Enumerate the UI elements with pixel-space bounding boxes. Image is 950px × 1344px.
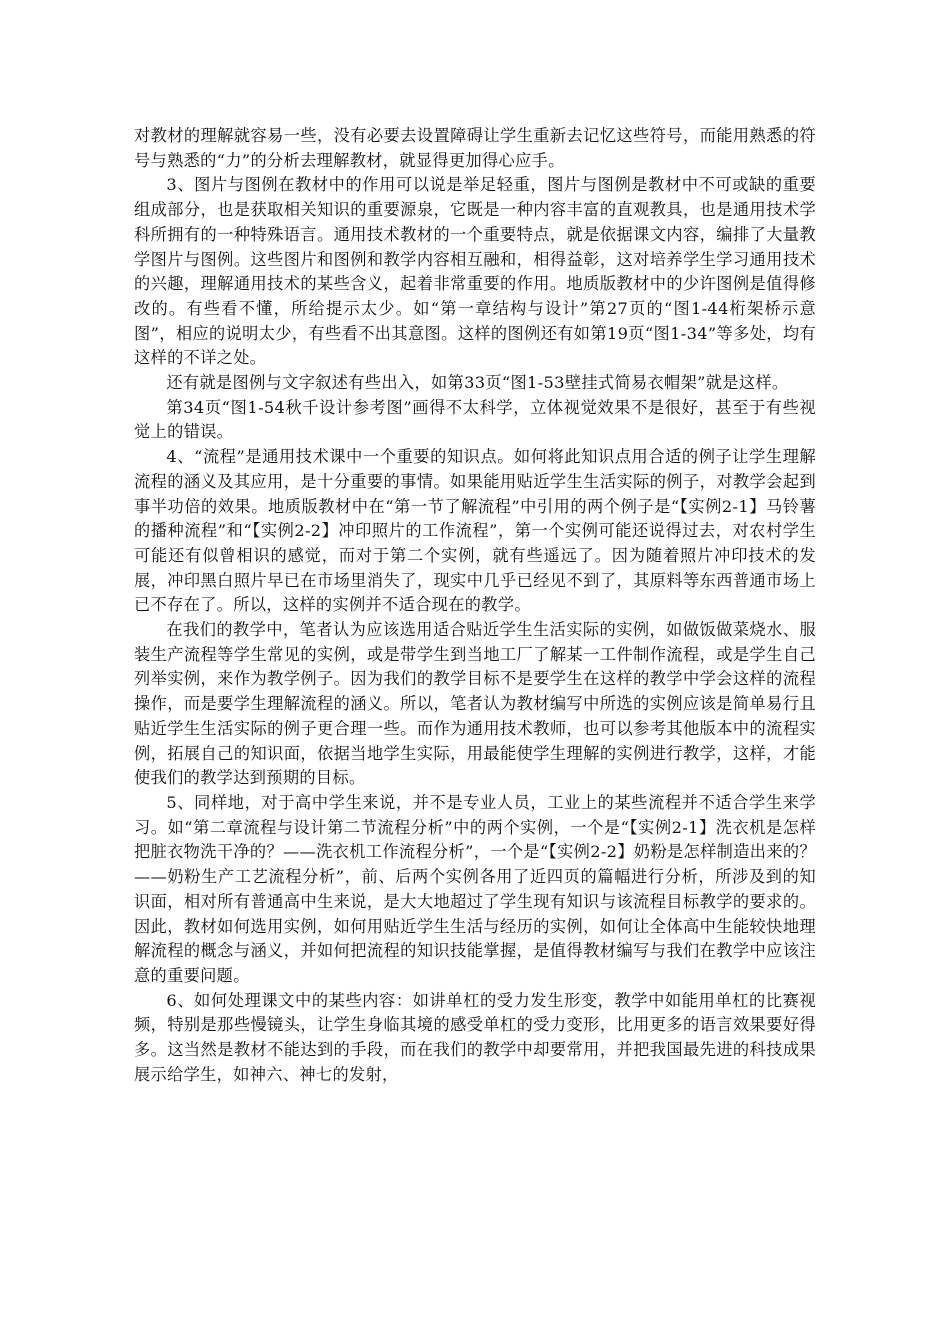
paragraph-continuation: 对教材的理解就容易一些，没有必要去设置障碍让学生重新去记忆这些符号，而能用熟悉的符号与熟悉的“力”的分析去理解教材，就显得更加得心应手。 <box>134 126 816 170</box>
paragraph-figure-text-mismatch: 还有就是图例与文字叙述有些出入，如第33页“图1-53壁挂式简易衣帽架”就是这样。 <box>166 373 789 393</box>
document-body <box>134 124 816 1087</box>
paragraph-4-process: 4、“流程”是通用技术课中一个重要的知识点。如何将此知识点用合适的例子让学生理解流程的涵义及其应用，是十分重要的事情。如果能用贴近学生生活实际的例子，对教学会起到事半功倍的效果。地质版教材中在“第一节了解流程”中引用的两个例子是“【实例2-1】马铃薯的播种流程”和“【实例2-2】冲印照片的工作流程”，第一个实例可能还说得过去，对农村学生可能还有似曾相识的感觉，而对于第二个实例，就有些遥远了。因为随着照片冲印技术的发展，冲印黑白照片早已在市场里消失了，现实中几乎已经见不到了，其原料等东西普通市场上已不存在了。所以，这样的实例并不适合现在的教学。 <box>134 447 816 615</box>
paragraph-swing-figure: 第34页“图1-54秋千设计参考图”画得不太科学，立体视觉效果不是很好，甚至于有些视觉上的错误。 <box>134 397 816 442</box>
paragraph-5-industrial-process: 5、同样地，对于高中学生来说，并不是专业人员，工业上的某些流程并不适合学生来学习。如“第二章流程与设计第二节流程分析”中的两个实例，一个是“【实例2-1】洗衣机是怎样把脏衣物洗干净的？——洗衣机工作流程分析”，一个是“【实例2-2】奶粉是怎样制造出来的？——奶粉生产工艺流程分析”，前、后两个实例各用了近四页的篇幅进行分析，所涉及到的知识面，相对所有普通高中生来说，是大大地超过了学生现有知识与该流程目标教学的要求的。因此，教材如何选用实例，如何用贴近学生生活与经历的实例，如何让全体高中生能较快地理解流程的概念与涵义，并如何把流程的知识技能掌握，是值得教材编写与我们在教学中应该注意的重要问题。 <box>134 792 816 985</box>
paragraph-teaching-examples: 在我们的教学中，笔者认为应该选用适合贴近学生生活实际的实例，如做饭做菜烧水、服装生产流程等学生常见的实例，或是带学生到当地工厂了解某一工件制作流程，或是学生自己列举实例，来作为教学例子。因为我们的教学目标不是要学生在这样的教学中学会这样的流程操作，而是要学生理解流程的涵义。所以，笔者认为教材编写中所选的实例应该是简单易行且贴近学生生活实际的例子更合理一些。而作为通用技术教师，也可以参考其他版本中的流程实例，拓展自己的知识面，依据当地学生实际，用最能使学生理解的实例进行教学，这样，才能使我们的教学达到预期的目标。 <box>134 620 816 788</box>
paragraph-6-course-content: 6、如何处理课文中的某些内容：如讲单杠的受力发生形变，教学中如能用单杠的比赛视频，特别是那些慢镜头，让学生身临其境的感受单杠的受力变形，比用更多的语言效果要好得多。这当然是教材不能达到的手段，而在我们的教学中却要常用，并把我国最先进的科技成果展示给学生，如神六、神七的发射， <box>134 990 816 1084</box>
paragraph-3-figures: 3、图片与图例在教材中的作用可以说是举足轻重，图片与图例是教材中不可或缺的重要组成部分，也是获取相关知识的重要源泉，它既是一种内容丰富的直观教具，也是通用技术学科所拥有的一种特殊语言。通用技术教材的一个重要特点，就是依据课文内容，编排了大量教学图片与图例。这些图片和图例和教学内容相互融和，相得益彰，这对培养学生学习通用技术的兴趣，理解通用技术的某些含义，起着非常重要的作用。地质版教材中的少许图例是值得修改的。有些看不懂，所给提示太少。如“第一章结构与设计”第27页的“图1-44桁架桥示意图”，相应的说明太少，有些看不出其意图。这样的图例还有如第19页“图1-34”等多处，均有这样的不详之处。 <box>134 175 816 368</box>
